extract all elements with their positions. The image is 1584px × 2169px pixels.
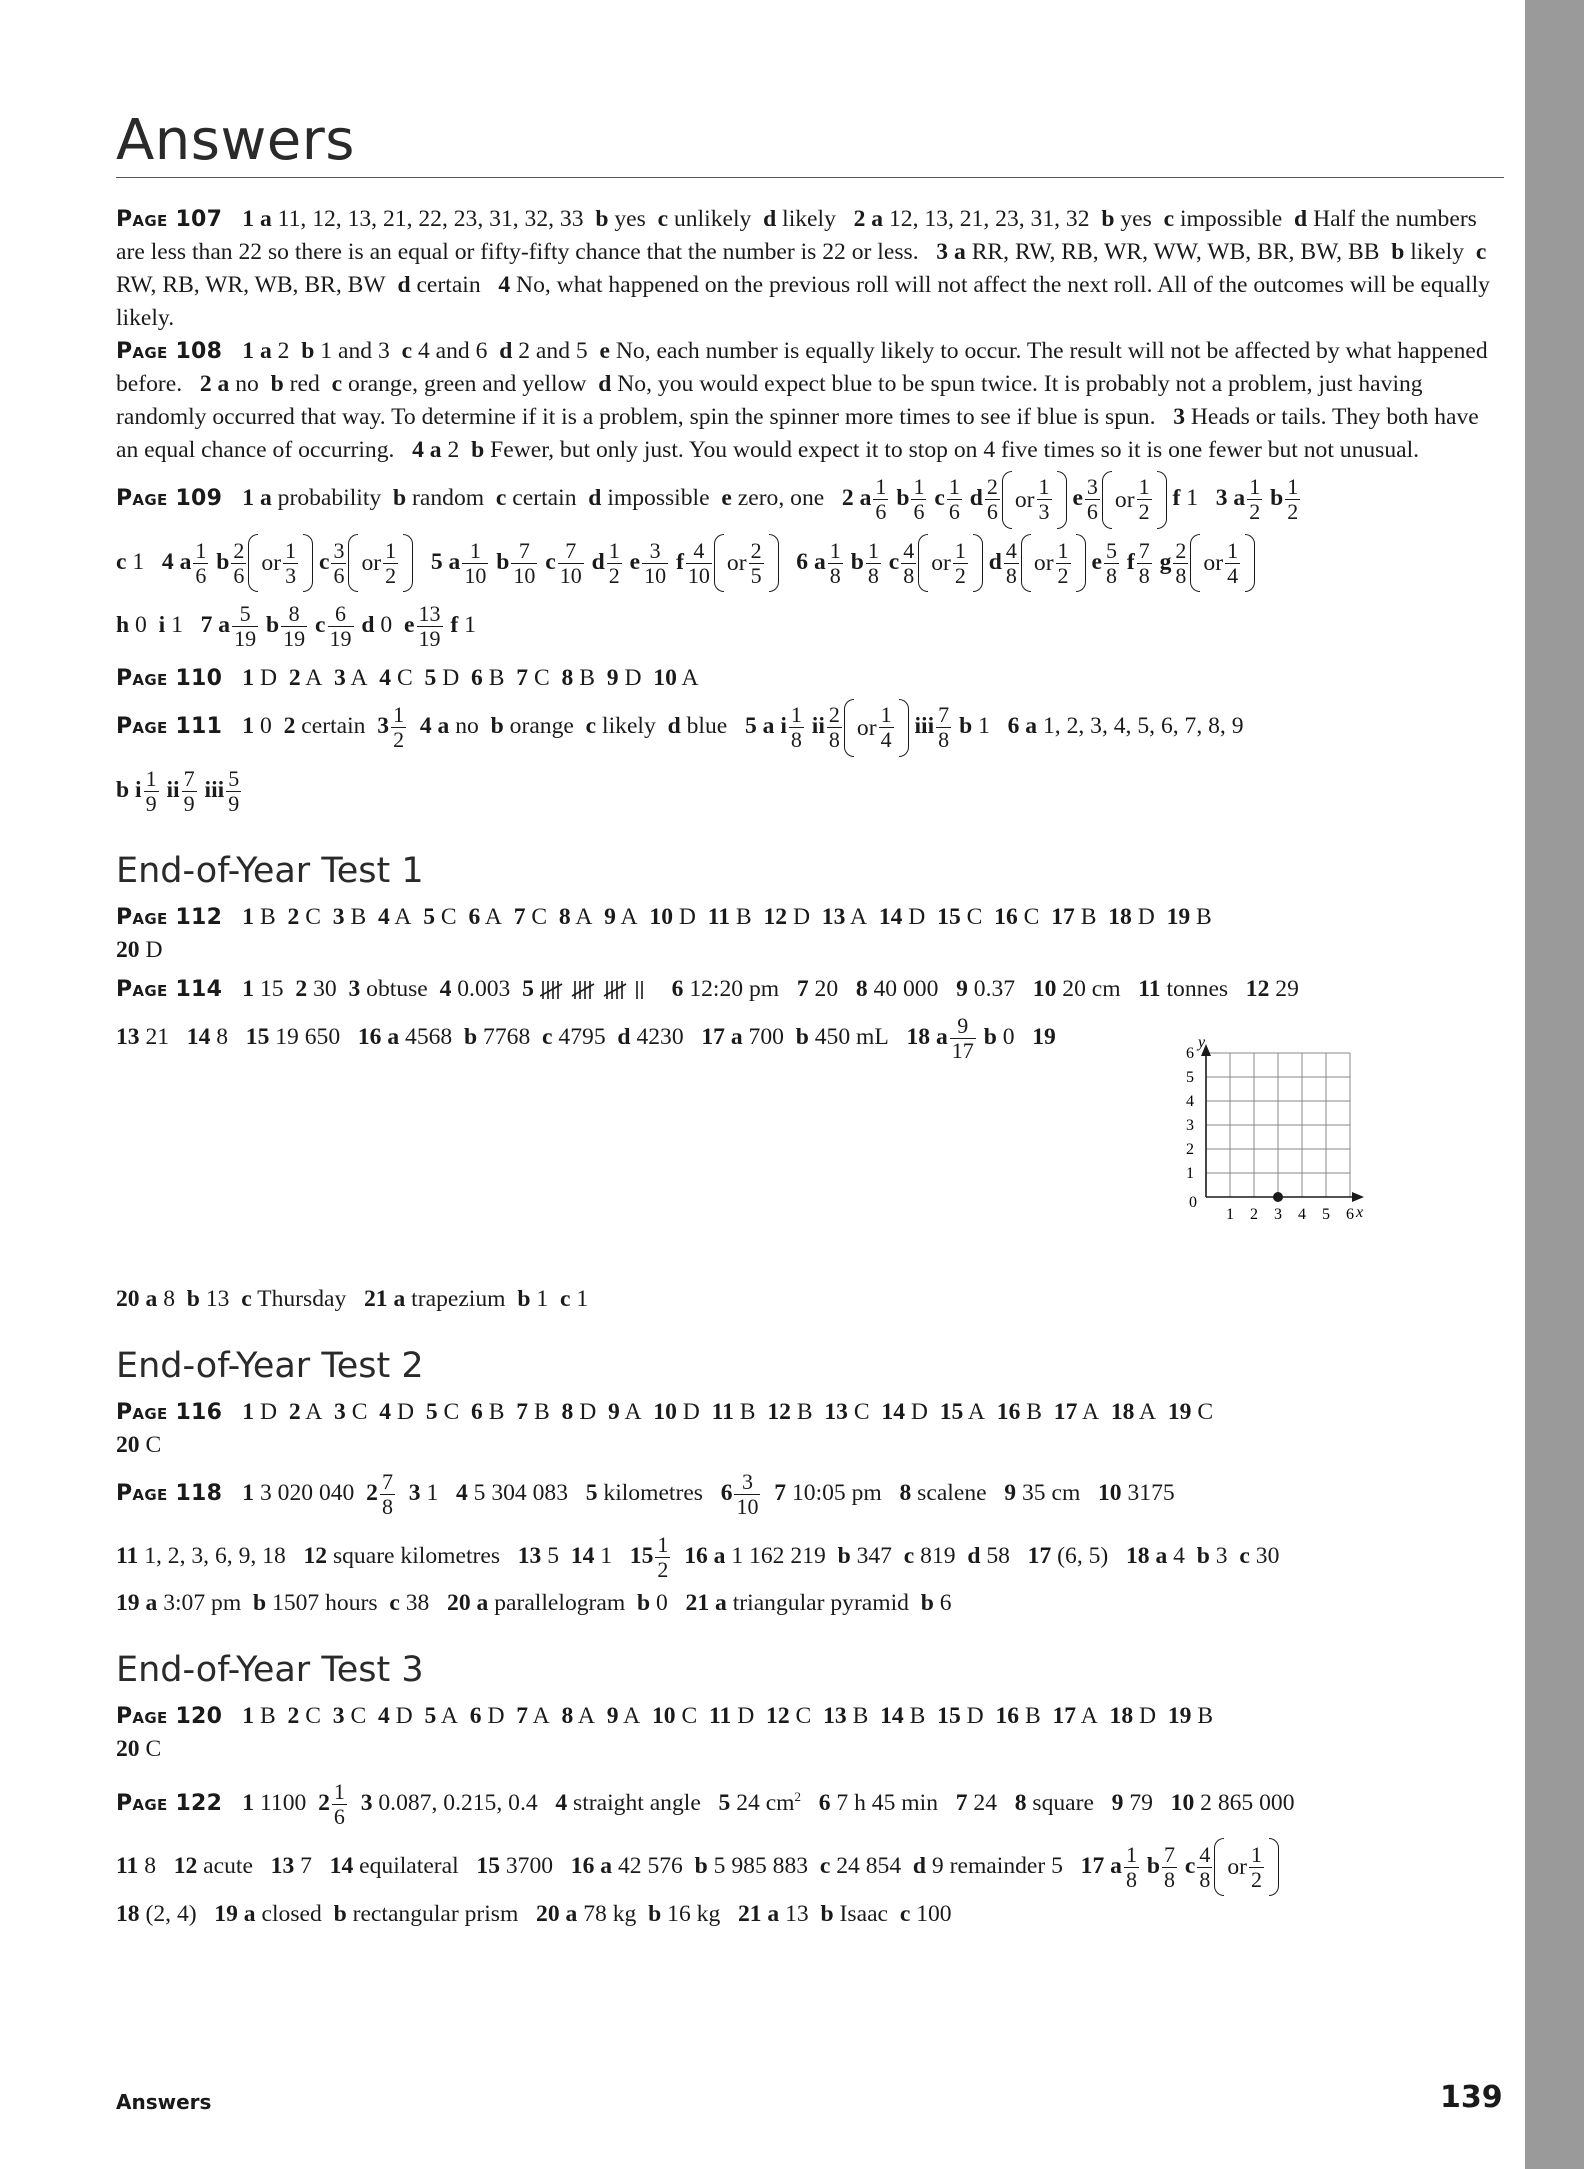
y-tick-label: 2: [1186, 1140, 1194, 1158]
fraction: $\frac{1}{8}$: [829, 537, 841, 588]
fraction: $\frac{1}{8}$: [1125, 1841, 1137, 1892]
side-bar: [1525, 0, 1584, 2169]
section-heading-test-1: End-of-Year Test 1: [116, 850, 424, 891]
x-tick-label: 5: [1322, 1205, 1330, 1223]
fraction: $\frac{5}{19}$: [234, 601, 257, 652]
coordinate-grid: [1166, 1032, 1366, 1232]
answers-page-114-end: 20 a 8 b 13 c Thursday 21 a trapezium b 1 c 1: [116, 1285, 589, 1312]
section-heading-test-3: End-of-Year Test 3: [116, 1649, 424, 1690]
y-tick-label: 3: [1186, 1116, 1194, 1134]
answers-page-118-continued: 19 a 3:07 pm b 1507 hours c 38 20 a parallelogram b 0 21 a triangular pyramid b 6: [116, 1589, 952, 1616]
answers-content: [116, 203, 1504, 1931]
fraction: $\frac{1}{2}$: [1249, 474, 1261, 525]
answers-page-116: Page 116 1 D 2 A 3 C 4 D 5 C 6 B 7 B 8 D 9 A 10 D 11 B 12 B 13 C 14 D 15 A 16 B 17 A 18 A 19 C 20 C: [116, 1398, 1214, 1458]
fraction: $\frac{7}{8}$: [1163, 1841, 1175, 1892]
fraction: $\frac{1}{2}$: [393, 702, 405, 753]
fraction: $\frac{4}{8}$: [903, 537, 915, 588]
y-tick-label: 5: [1186, 1068, 1194, 1086]
answers-page-120: Page 120 1 B 2 C 3 C 4 D 5 A 6 D 7 A 8 A 9 A 10 C 11 D 12 C 13 B 14 B 15 D 16 B 17 A 18 D 19 B 20 C: [116, 1702, 1214, 1762]
x-tick-label: 4: [1298, 1205, 1306, 1223]
title-rule: [116, 177, 1504, 178]
answers-page-110: Page 110 1 D 2 A 3 A 4 C 5 D 6 B 7 C 8 B 9 D 10 A: [116, 665, 699, 692]
footer-label: Answers: [116, 2090, 212, 2114]
page-title: Answers: [116, 108, 355, 173]
parenthesis-group: or $\frac{1}{2}$: [918, 532, 983, 594]
y-tick-label: 6: [1186, 1044, 1194, 1062]
fraction: $\frac{1}{6}$: [948, 474, 960, 525]
x-tick-label: 2: [1250, 1205, 1258, 1223]
fraction: $\frac{7}{8}$: [1138, 537, 1150, 588]
fraction: $\frac{4}{8}$: [1005, 537, 1017, 588]
answers-page-111: Page 111 1 0 2 certain 3 $\frac{1}{2}$ 4 a no b orange c likely d blue 5 a i $\frac{1}{8}$ ii $\frac{2}{8}$ or $\frac{1}{4}$ iii $\frac{7}{8}$ b 1 6 a 1, 2, 3, 4, 5, 6, 7, 8, 9 b i $\frac{1}{9}$ ii $\frac{7}{9}$ iii $\frac{5}{9}$: [116, 695, 1504, 821]
x-tick-label: 3: [1274, 1205, 1282, 1223]
parenthesis-group: or $\frac{1}{4}$: [1190, 532, 1255, 594]
parenthesis-group: or $\frac{1}{2}$: [1214, 1836, 1279, 1898]
fraction: $\frac{2}{8}$: [828, 702, 840, 753]
parenthesis-group: or $\frac{1}{2}$: [348, 532, 413, 594]
fraction: $\frac{1}{6}$: [195, 537, 207, 588]
page-number: 139: [1440, 2080, 1503, 2115]
fraction: $\frac{13}{19}$: [418, 601, 441, 652]
fraction: $\frac{4}{8}$: [1199, 1841, 1211, 1892]
plotted-point: [1273, 1192, 1283, 1202]
answers-page-108: Page 108 1 a 2 b 1 and 3 c 4 and 6 d 2 and 5 e No, each number is equally likely to occur. The result will not be affected by what happened before. 2 a no b red c orange, green and yellow d No, you would expect blue to be spun twice. It is probably not a problem, just having randomly occurred that way. To determine if it is a problem, spin the spinner more times to see if blue is spun. 3 Heads or tails. They both have an equal chance of occurring. 4 a 2 b Fewer, but only just. You would expect it to stop on 4 five times so it is one fewer but not unusual.: [116, 338, 1488, 463]
parenthesis-group: or $\frac{1}{3}$: [248, 532, 313, 594]
fraction: $\frac{5}{8}$: [1105, 537, 1117, 588]
fraction: $\frac{2}{6}$: [233, 537, 245, 588]
parenthesis-group: or $\frac{1}{3}$: [1002, 469, 1067, 531]
answers-page-114-continued: 13 21 14 8 15 19 650 16 a 4568 b 7768 c 4795 d 4230 17 a 700 b 450 mL 18 a $\frac{9}{17}$ b 0 19: [116, 1012, 1056, 1063]
parenthesis-group: or $\frac{2}{5}$: [714, 532, 779, 594]
parenthesis-group: or $\frac{1}{2}$: [1102, 469, 1167, 531]
answers-page-114: Page 114 1 15 2 30 3 obtuse 4 0.003 5 6 12:20 pm 7 20 8 40 000 9 0.37 10 20 cm 11 tonnes 12 29: [116, 975, 1299, 1002]
parenthesis-group: or $\frac{1}{4}$: [844, 697, 909, 759]
answers-page-118: Page 118 1 3 020 040 2 $\frac{7}{8}$ 3 1 4 5 304 083 5 kilometres 6 $\frac{3}{10}$ 7 10:05 pm 8 scalene 9 35 cm 10 3175 11 1, 2, 3, 6, 9, 18 12 square kilometres 13 5 14 1 15 $\frac{1}{2}$ 16 a 1 162 219 b 347 c 819 d 58 17 (6, 5) 18 a 4 b 3 c 30: [116, 1468, 1280, 1582]
parenthesis-group: or $\frac{1}{2}$: [1021, 532, 1086, 594]
fraction: $\frac{8}{19}$: [283, 601, 306, 652]
fraction: $\frac{1}{2}$: [1287, 474, 1299, 525]
x-tick-label: 1: [1226, 1205, 1234, 1223]
fraction: $\frac{5}{9}$: [228, 765, 240, 816]
section-heading-test-2: End-of-Year Test 2: [116, 1345, 424, 1386]
fraction: $\frac{1}{6}$: [913, 474, 925, 525]
fraction: $\frac{1}{8}$: [790, 702, 802, 753]
fraction: $\frac{7}{8}$: [381, 1468, 393, 1519]
fraction: $\frac{1}{2}$: [657, 1531, 669, 1582]
fraction: $\frac{6}{19}$: [329, 601, 352, 652]
x-axis-label: x: [1356, 1203, 1364, 1221]
answers-page-122: Page 122 1 1100 2 $\frac{1}{6}$ 3 0.087, 0.215, 0.4 4 straight angle 5 24 $cm^2$ 6 7 h 45 min 7 24 8 square 9 79 10 2 865 000 11 8 12 acute 13 7 14 equilateral 15 3700 16 a 42 576 b 5 985 883 c 24 854 d 9 remainder 5 17 a $\frac{1}{8}$ b $\frac{7}{8}$ c $\frac{4}{8}$ or $\frac{1}{2}$: [116, 1766, 1504, 1898]
tally-marks-icon: [540, 978, 660, 1002]
fraction: $\frac{3}{6}$: [333, 537, 345, 588]
fraction: $\frac{9}{17}$: [951, 1012, 974, 1063]
fraction: $\frac{3}{10}$: [644, 537, 667, 588]
fraction: $\frac{2}{8}$: [1175, 537, 1187, 588]
y-tick-label: 4: [1186, 1092, 1194, 1110]
fraction: $\frac{1}{6}$: [333, 1778, 345, 1829]
fraction: $\frac{7}{8}$: [938, 702, 950, 753]
fraction: $\frac{1}{8}$: [867, 537, 879, 588]
answers-page-107: Page 107 1 a 11, 12, 13, 21, 22, 23, 31, 32, 33 b yes c unlikely d likely 2 a 12, 13, 21, 23, 31, 32 b yes c impossible d Half the numbers are less than 22 so there is an equal or fifty-fifty chance that the number is 22 or less. 3 a RR, RW, RB, WR, WW, WB, BR, BW, BB b likely c RW, RB, WR, WB, BR, BW d certain 4 No, what happened on the previous roll will not affect the next roll. All of the outcomes will be equally likely.: [116, 206, 1490, 331]
origin-label: 0: [1189, 1193, 1197, 1211]
fraction: $\frac{1}{9}$: [145, 765, 157, 816]
y-tick-label: 1: [1186, 1164, 1194, 1182]
answers-page-112: Page 112 1 B 2 C 3 B 4 A 5 C 6 A 7 C 8 A 9 A 10 D 11 B 12 D 13 A 14 D 15 C 16 C 17 B 18 D 19 B 20 D: [116, 903, 1212, 963]
fraction: $\frac{1}{2}$: [608, 537, 620, 588]
fraction: $\frac{3}{6}$: [1086, 474, 1098, 525]
fraction: $\frac{4}{10}$: [687, 537, 710, 588]
fraction: $\frac{1}{6}$: [875, 474, 887, 525]
x-tick-label: 6: [1346, 1205, 1354, 1223]
fraction: $\frac{7}{10}$: [559, 537, 582, 588]
fraction: $\frac{2}{6}$: [986, 474, 998, 525]
answers-page-109: Page 109 1 a probability b random c certain d impossible e zero, one 2 a $\frac{1}{6}$ b $\frac{1}{6}$ c $\frac{1}{6}$ d $\frac{2}{6}$ or $\frac{1}{3}$ e $\frac{3}{6}$ or $\frac{1}{2}$ f 1 3 a $\frac{1}{2}$ b $\frac{1}{2}$ c 1 4 a $\frac{1}{6}$ b $\frac{2}{6}$ or $\frac{1}{3}$ c $\frac{3}{6}$ or $\frac{1}{2}$ 5 a $\frac{1}{10}$ b $\frac{7}{10}$ c $\frac{7}{10}$ d $\frac{1}{2}$ e $\frac{3}{10}$ f $\frac{4}{10}$ or $\frac{2}{5}$ 6 a $\frac{1}{8}$ b $\frac{1}{8}$ c $\frac{4}{8}$ or $\frac{1}{2}$ d $\frac{4}{8}$ or $\frac{1}{2}$ e $\frac{5}{8}$ f $\frac{7}{8}$ g $\frac{2}{8}$ or $\frac{1}{4}$ h 0 i 1 7 a $\frac{5}{19}$ b $\frac{8}{19}$ c $\frac{6}{19}$ d 0 e $\frac{13}{19}$ f 1: [116, 467, 1504, 656]
fraction: $\frac{7}{9}$: [183, 765, 195, 816]
fraction: $\frac{3}{10}$: [736, 1468, 759, 1519]
fraction: $\frac{7}{10}$: [513, 537, 536, 588]
y-axis-label: y: [1198, 1033, 1206, 1051]
answers-page-122-continued: 18 (2, 4) 19 a closed b rectangular prism 20 a 78 kg b 16 kg 21 a 13 b Isaac c 100: [116, 1901, 952, 1928]
fraction: $\frac{1}{10}$: [464, 537, 487, 588]
